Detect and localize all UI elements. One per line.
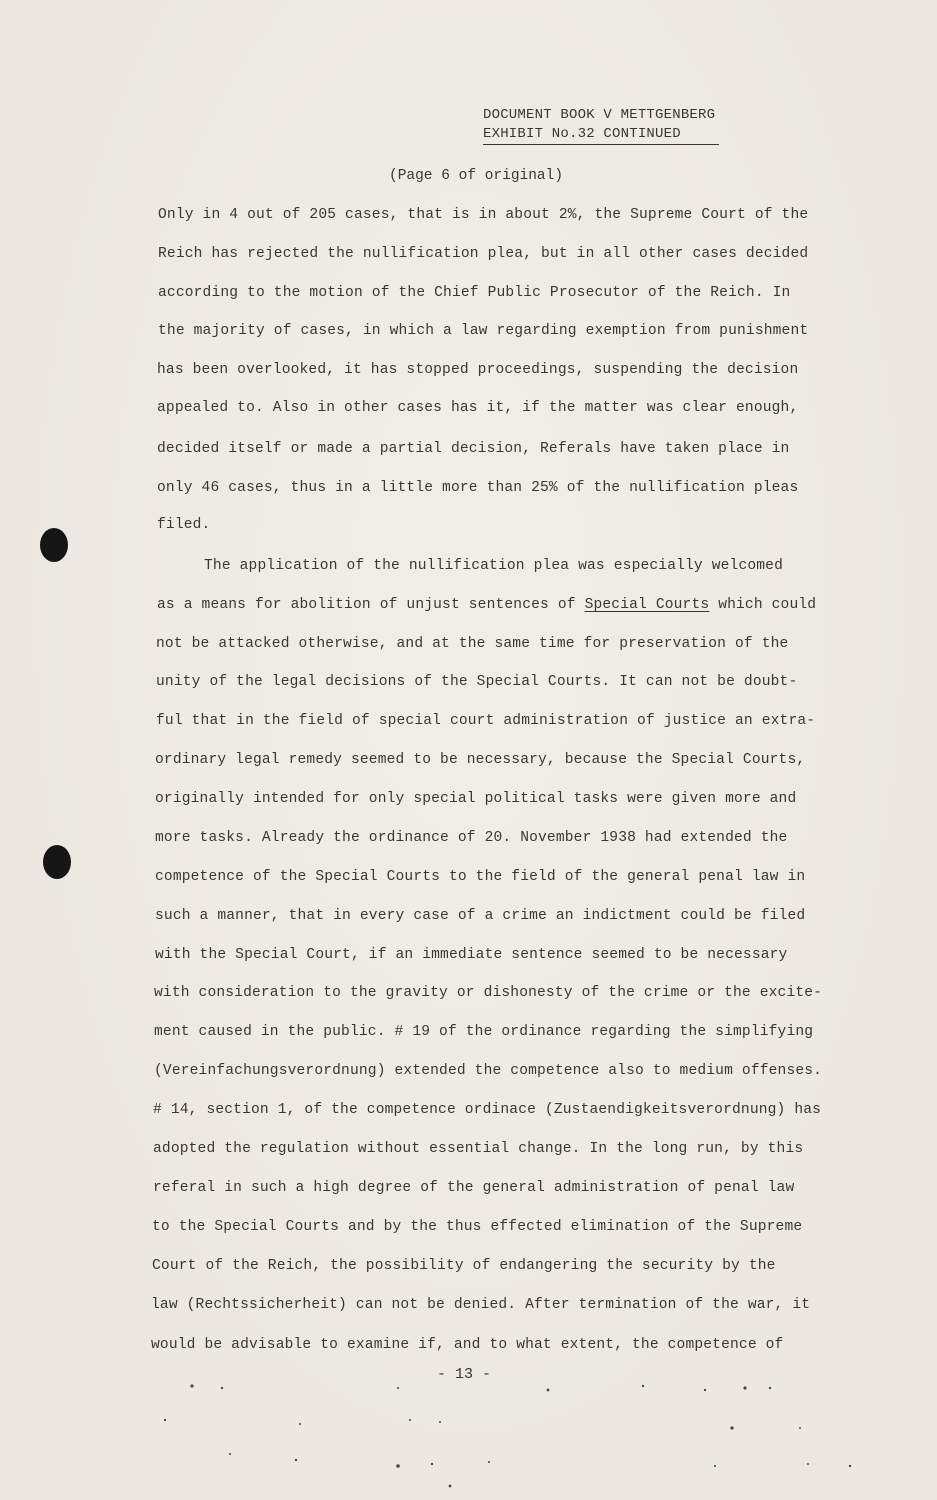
page-number: - 13 - [437,1366,492,1383]
text-line: only 46 cases, thus in a little more than 25% of the nullification pleas [157,480,799,496]
text-line: originally intended for only special political tasks were given more and [155,791,797,807]
text-line: # 14, section 1, of the competence ordinace (Zustaendigkeitsverordnung) has [153,1102,822,1118]
page-reference: (Page 6 of original) [389,168,564,184]
text-segment: which could [709,597,817,613]
text-line: more tasks. Already the ordinance of 20. November 1938 had extended the [155,830,788,846]
text-line: such a manner, that in every case of a crime an indictment could be filed [155,908,806,924]
punch-hole [40,528,68,562]
text-line: competence of the Special Courts to the field of the general penal law in [155,869,806,885]
scan-noise [0,1380,937,1500]
text-line: to the Special Courts and by the thus effected elimination of the Supreme [152,1219,803,1235]
text-line: (Vereinfachungsverordnung) extended the competence also to medium offenses. [154,1063,823,1079]
text-line: The application of the nullification plea was especially welcomed [204,558,783,574]
text-line: according to the motion of the Chief Public Prosecutor of the Reich. In [158,285,791,301]
exhibit-label: EXHIBIT No.32 CONTINUED [483,125,719,145]
text-line: Court of the Reich, the possibility of endangering the security by the [152,1258,776,1274]
text-line: appealed to. Also in other cases has it, if the matter was clear enough, [157,400,799,416]
text-line: with consideration to the gravity or dishonesty of the crime or the excite- [154,985,823,1001]
punch-hole [43,845,71,879]
text-line: not be attacked otherwise, and at the same time for preservation of the [156,636,789,652]
text-line: has been overlooked, it has stopped proceedings, suspending the decision [157,362,799,378]
text-line: law (Rechtssicherheit) can not be denied. After termination of the war, it [151,1297,811,1313]
text-line: ment caused in the public. # 19 of the ordinance regarding the simplifying [154,1024,814,1040]
text-line: ordinary legal remedy seemed to be necessary, because the Special Courts, [155,752,806,768]
text-line: Reich has rejected the nullification plea, but in all other cases decided [158,246,809,262]
document-header [483,106,763,145]
text-line: filed. [157,517,211,533]
text-line: ful that in the field of special court administration of justice an extra- [156,713,816,729]
text-line: the majority of cases, in which a law regarding exemption from punishment [158,323,809,339]
text-line: would be advisable to examine if, and to what extent, the competence of [151,1337,784,1353]
text-line [157,597,816,613]
text-line: Only in 4 out of 205 cases, that is in about 2%, the Supreme Court of the [158,207,809,223]
text-segment: as a means for abolition of unjust sentences of [157,597,585,613]
text-line: adopted the regulation without essential change. In the long run, by this [153,1141,804,1157]
text-line: referal in such a high degree of the general administration of penal law [153,1180,795,1196]
text-line: with the Special Court, if an immediate sentence seemed to be necessary [155,947,788,963]
text-line: decided itself or made a partial decision, Referals have taken place in [157,441,790,457]
underlined-term: Special Courts [584,597,710,613]
document-book-title: DOCUMENT BOOK V METTGENBERG [483,107,716,123]
text-line: unity of the legal decisions of the Special Courts. It can not be doubt- [156,674,798,690]
